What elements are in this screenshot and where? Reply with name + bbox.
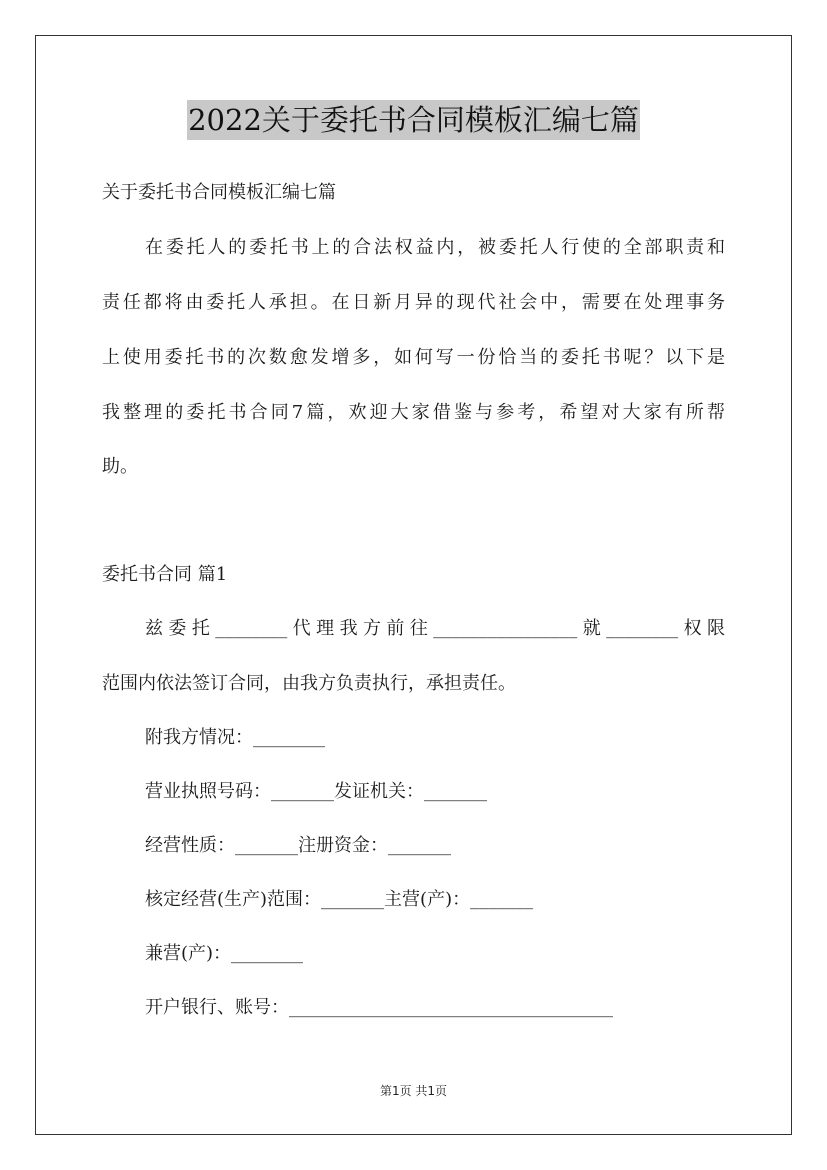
body-line-1: 兹委托________代理我方前往________________就________权限 (145, 618, 725, 639)
intro-line-3: 上使用委托书的次数愈发增多，如何写一份恰当的委托书呢？以下是 (102, 347, 725, 368)
body-line-2: 范围内依法签订合同，由我方负责执行，承担责任。 (102, 673, 516, 694)
page-footer: 第1页 共1页 (379, 1084, 448, 1098)
intro-line-4: 我整理的委托书合同7篇，欢迎大家借鉴与参考，希望对大家有所帮 (102, 402, 725, 423)
title-container (0, 100, 827, 140)
body-line-5: 经营性质：_______注册资金：_______ (145, 835, 451, 856)
body-line-6: 核定经营(生产)范围：_______主营(产)：_______ (145, 889, 534, 910)
body-line-8: 开户银行、账号：____________________________________ (145, 997, 613, 1018)
intro-line-2: 责任都将由委托人承担。在日新月异的现代社会中，需要在处理事务 (102, 292, 725, 313)
intro-line-5: 助。 (102, 456, 138, 477)
document-title: 2022关于委托书合同模板汇编七篇 (187, 100, 640, 140)
section-heading: 委托书合同 篇1 (102, 564, 228, 585)
document-subtitle: 关于委托书合同模板汇编七篇 (102, 182, 336, 203)
body-line-4: 营业执照号码：_______发证机关：_______ (145, 781, 487, 802)
intro-line-1: 在委托人的委托书上的合法权益内，被委托人行使的全部职责和 (145, 237, 725, 258)
body-line-7: 兼营(产)：________ (145, 943, 304, 964)
body-line-3: 附我方情况：________ (145, 727, 325, 748)
